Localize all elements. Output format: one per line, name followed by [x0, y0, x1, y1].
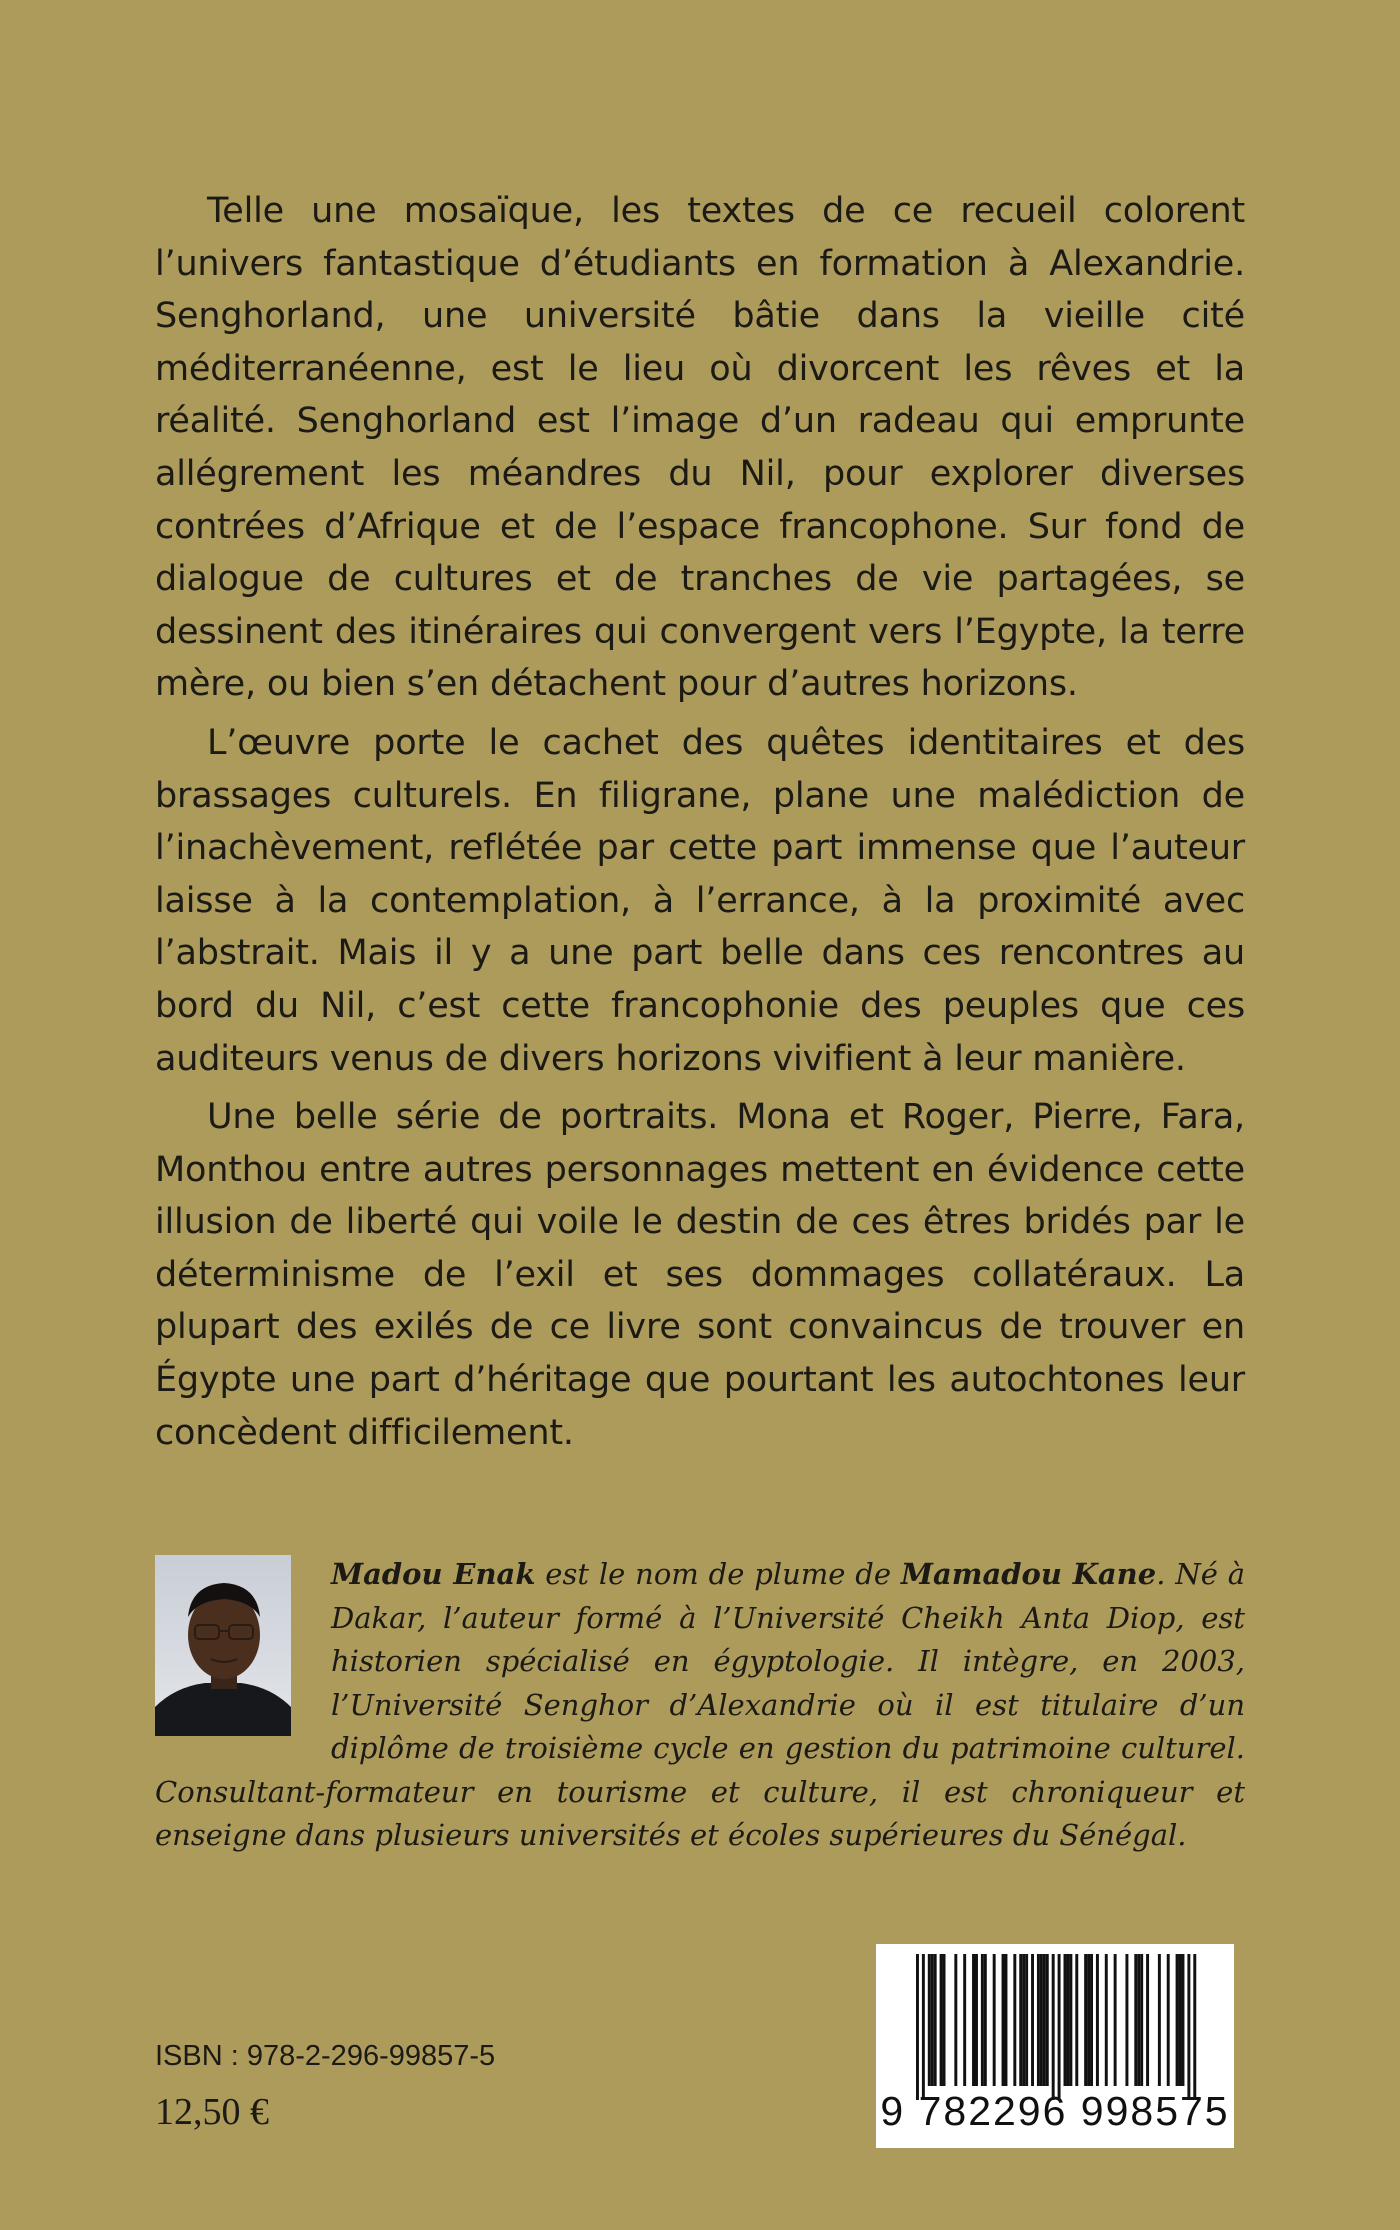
barcode-bar: [1137, 1954, 1140, 2086]
barcode-bar: [1087, 1954, 1090, 2086]
barcode-bar: [1140, 1954, 1143, 2086]
author-pen-name: Madou Enak: [331, 1557, 536, 1591]
barcode: [876, 1944, 1234, 2148]
barcode-bar: [1167, 1954, 1170, 2086]
barcode-bar: [984, 1954, 987, 2086]
author-connector: est le nom de plume de: [535, 1557, 901, 1591]
barcode-bar: [1002, 1954, 1005, 2086]
barcode-bar: [1019, 1954, 1022, 2086]
barcode-bar: [934, 1954, 937, 2086]
author-bio: [155, 1553, 1245, 1858]
barcode-bar: [940, 1954, 943, 2086]
barcode-bar: [1005, 1954, 1008, 2086]
barcode-bar: [1052, 1954, 1055, 2100]
barcode-bar: [1075, 1954, 1078, 2086]
barcode-bar: [1105, 1954, 1108, 2086]
barcode-bar: [1146, 1954, 1149, 2086]
barcode-digits: 9 782296 998575: [880, 2088, 1230, 2134]
barcode-bar: [1114, 1954, 1117, 2086]
barcode-bar: [1037, 1954, 1040, 2086]
barcode-bar: [1058, 1954, 1061, 2100]
blurb-paragraph-1: Telle une mosaïque, les textes de ce recueil colorent l’univers fantastique d’étudiants en formation à Alexandrie. Senghorland, une université bâtie dans la vieille cité méditerranéenne, est le lieu où divorcent les rêves et la réalité. Senghorland est l’image d’un radeau qui emprunte allégrement les méandres du Nil, pour explorer diverses contrées d’Afrique et de l’espace francophone. Sur fond de dialogue de cultures et de tranches de vie partagées, se dessinent des itinéraires qui convergent vers l’Egypte, la terre mère, ou bien s’en détachent pour d’autres horizons.: [155, 191, 1245, 705]
barcode-bar: [963, 1954, 966, 2086]
barcode-bar: [928, 1954, 931, 2086]
barcode-bar: [1182, 1954, 1185, 2086]
barcode-bar: [1025, 1954, 1028, 2086]
barcode-bar: [1022, 1954, 1025, 2086]
blurb-paragraph-3: Une belle série de portraits. Mona et Roger, Pierre, Fara, Monthou entre autres personnages mettent en évidence cette illusion de liberté qui voile le destin de ces êtres bridés par le déterminisme de l’exil et ses dommages collatéraux. La plupart des exilés de ce livre sont convaincus de trouver en Égypte une part d’héritage que pourtant les autochtones leur concèdent difficilement.: [155, 1097, 1245, 1453]
barcode-bar: [954, 1954, 957, 2086]
barcode-bar: [1066, 1954, 1069, 2086]
barcode-bar: [916, 1954, 919, 2100]
author-bio-text: . Né à Dakar, l’auteur formé à l’Université Cheikh Anta Diop, est historien spécialisé en égyptologie. Il intègre, en 2003, l’Université Senghor d’Alexandrie où il est titulaire d’un diplôme de troisième cycle en gestion du patrimoine culturel. Consultant-formateur en tourisme et culture, il est chroniqueur et enseigne dans plusieurs universités et écoles supérieures du Sénégal.: [155, 1557, 1246, 1852]
barcode-bar: [1069, 1954, 1072, 2086]
barcode-bar: [1046, 1954, 1049, 2086]
author-photo: [155, 1555, 291, 1736]
barcode-bar: [1176, 1954, 1179, 2086]
barcode-bar: [1031, 1954, 1034, 2086]
barcode-bar: [1158, 1954, 1161, 2086]
isbn: ISBN : 978-2-296-99857-5: [155, 2040, 496, 2072]
author-real-name: Mamadou Kane: [900, 1557, 1157, 1591]
barcode-bar: [922, 1954, 925, 2100]
barcode-bar: [1193, 1954, 1196, 2100]
price: 12,50 €: [155, 2091, 269, 2133]
barcode-bar: [972, 1954, 975, 2086]
barcode-bar: [1084, 1954, 1087, 2086]
barcode-bar: [1064, 1954, 1067, 2086]
barcode-bar: [1090, 1954, 1093, 2086]
barcode-bar: [981, 1954, 984, 2086]
barcode-bar: [931, 1954, 934, 2086]
barcode-bar: [1013, 1954, 1016, 2086]
barcode-bar: [993, 1954, 996, 2086]
barcode-bar: [1040, 1954, 1043, 2086]
barcode-bar: [1096, 1954, 1099, 2086]
barcode-bar: [975, 1954, 978, 2086]
blurb-paragraph-2: L’œuvre porte le cachet des quêtes identitaires et des brassages culturels. En filigrane, plane une malédiction de l’inachèvement, reflétée par cette part immense que l’auteur laisse à la contemplation, à l’errance, à la proximité avec l’abstrait. Mais il y a une part belle dans ces rencontres au bord du Nil, c’est cette francophonie des peuples que ces auditeurs venus de divers horizons vivifient à leur manière.: [155, 722, 1245, 1079]
barcode-bar: [1134, 1954, 1137, 2086]
barcode-bar: [1043, 1954, 1046, 2086]
barcode-bar: [943, 1954, 946, 2086]
blurb: [155, 185, 1245, 1465]
barcode-bar: [1179, 1954, 1182, 2086]
barcode-bar: [1187, 1954, 1190, 2100]
barcode-bar: [1125, 1954, 1128, 2086]
